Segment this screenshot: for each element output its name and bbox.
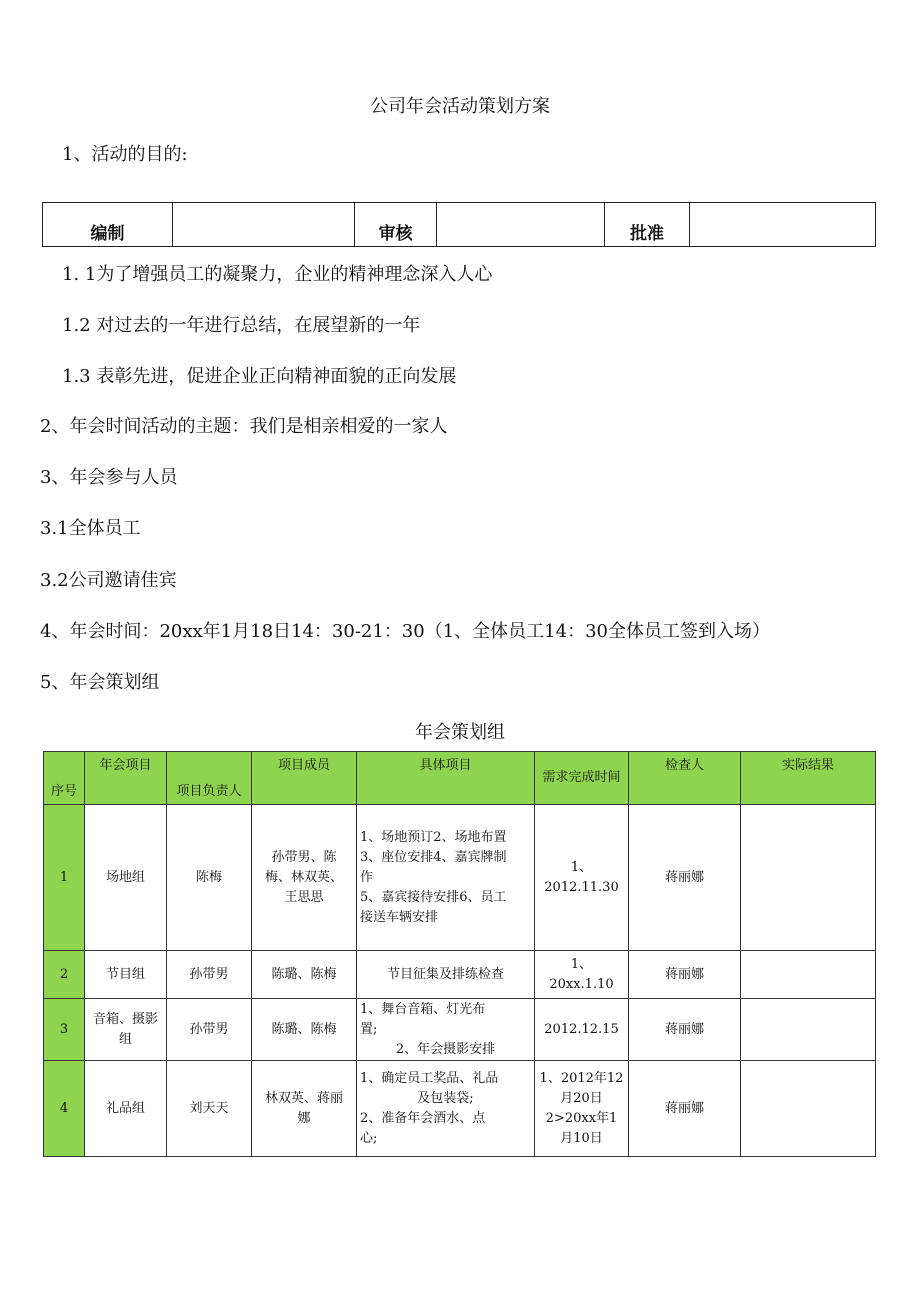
planning-table — [43, 751, 876, 1157]
row-project: 场地组 — [85, 805, 167, 951]
section-4-time: 4、年会时间：20xx年1月18日14：30-21：30（1、全体员工14：30全体员工签到入场） — [40, 621, 770, 642]
row-due: 2012.12.15 — [535, 999, 629, 1061]
table-header-row — [44, 752, 876, 805]
row-due: 1、 2012.11.30 — [535, 805, 629, 951]
section-2-theme: 2、年会时间活动的主题：我们是相亲相爱的一家人 — [40, 416, 448, 437]
row-items: 1、舞台音箱、灯光布 置; 2、年会摄影安排 — [357, 999, 535, 1061]
purpose-item-2: 1.2 对过去的一年进行总结，在展望新的一年 — [62, 315, 421, 336]
row-members: 陈璐、陈梅 — [252, 951, 357, 999]
participants-item-1: 3.1全体员工 — [40, 518, 141, 539]
section-3-heading: 3、年会参与人员 — [40, 467, 178, 488]
compile-field[interactable] — [173, 203, 355, 247]
row-project: 节目组 — [85, 951, 167, 999]
header-seq: 序号 — [44, 752, 85, 805]
header-project: 年会项目 — [85, 752, 167, 805]
header-members: 项目成员 — [252, 752, 357, 805]
row-items: 1、场地预订2、场地布置 3、座位安排4、嘉宾牌制 作 5、嘉宾接待安排6、员工 接送车辆安排 — [357, 805, 535, 951]
row-checker: 蒋丽娜 — [629, 999, 741, 1061]
row-members: 孙带男、陈 梅、林双英、 王思思 — [252, 805, 357, 951]
compile-label: 编制 — [43, 203, 173, 247]
header-checker: 检查人 — [629, 752, 741, 805]
participants-item-2: 3.2公司邀请佳宾 — [40, 570, 177, 591]
row-due: 1、 20xx.1.10 — [535, 951, 629, 999]
purpose-item-3: 1.3 表彰先进，促进企业正向精神面貌的正向发展 — [62, 366, 457, 387]
table-row — [44, 805, 876, 951]
row-lead: 孙带男 — [167, 951, 252, 999]
row-result[interactable] — [741, 951, 876, 999]
section-1-heading: 1、活动的目的: — [62, 144, 188, 165]
table-title: 年会策划组 — [415, 722, 505, 743]
header-items: 具体项目 — [357, 752, 535, 805]
row-project: 礼品组 — [85, 1061, 167, 1157]
row-lead: 孙带男 — [167, 999, 252, 1061]
row-seq: 1 — [44, 805, 85, 951]
row-seq: 4 — [44, 1061, 85, 1157]
purpose-item-1: 1. 1为了增强员工的凝聚力，企业的精神理念深入人心 — [62, 264, 493, 285]
row-project: 音箱、摄影 组 — [85, 999, 167, 1061]
row-result[interactable] — [741, 1061, 876, 1157]
approval-table — [42, 202, 876, 247]
review-label: 审核 — [355, 203, 437, 247]
row-items: 节目征集及排练检查 — [357, 951, 535, 999]
approve-label: 批准 — [605, 203, 690, 247]
table-row — [44, 999, 876, 1061]
header-lead: 项目负责人 — [167, 752, 252, 805]
table-row — [44, 1061, 876, 1157]
row-lead: 刘天天 — [167, 1061, 252, 1157]
row-items: 1、确定员工奖品、礼品 及包装袋; 2、准备年会酒水、点 心; — [357, 1061, 535, 1157]
approve-field[interactable] — [690, 203, 876, 247]
review-field[interactable] — [437, 203, 605, 247]
row-checker: 蒋丽娜 — [629, 951, 741, 999]
row-due: 1、2012年12 月20日 2>20xx年1 月10日 — [535, 1061, 629, 1157]
row-seq: 3 — [44, 999, 85, 1061]
row-lead: 陈梅 — [167, 805, 252, 951]
header-result: 实际结果 — [741, 752, 876, 805]
row-members: 陈璐、陈梅 — [252, 999, 357, 1061]
page-title: 公司年会活动策划方案 — [370, 96, 550, 117]
header-due: 需求完成时间 — [535, 752, 629, 805]
section-5-heading: 5、年会策划组 — [40, 672, 160, 693]
row-result[interactable] — [741, 805, 876, 951]
row-checker: 蒋丽娜 — [629, 805, 741, 951]
row-members: 林双英、蒋丽 娜 — [252, 1061, 357, 1157]
row-checker: 蒋丽娜 — [629, 1061, 741, 1157]
row-result[interactable] — [741, 999, 876, 1061]
table-row — [44, 951, 876, 999]
row-seq: 2 — [44, 951, 85, 999]
